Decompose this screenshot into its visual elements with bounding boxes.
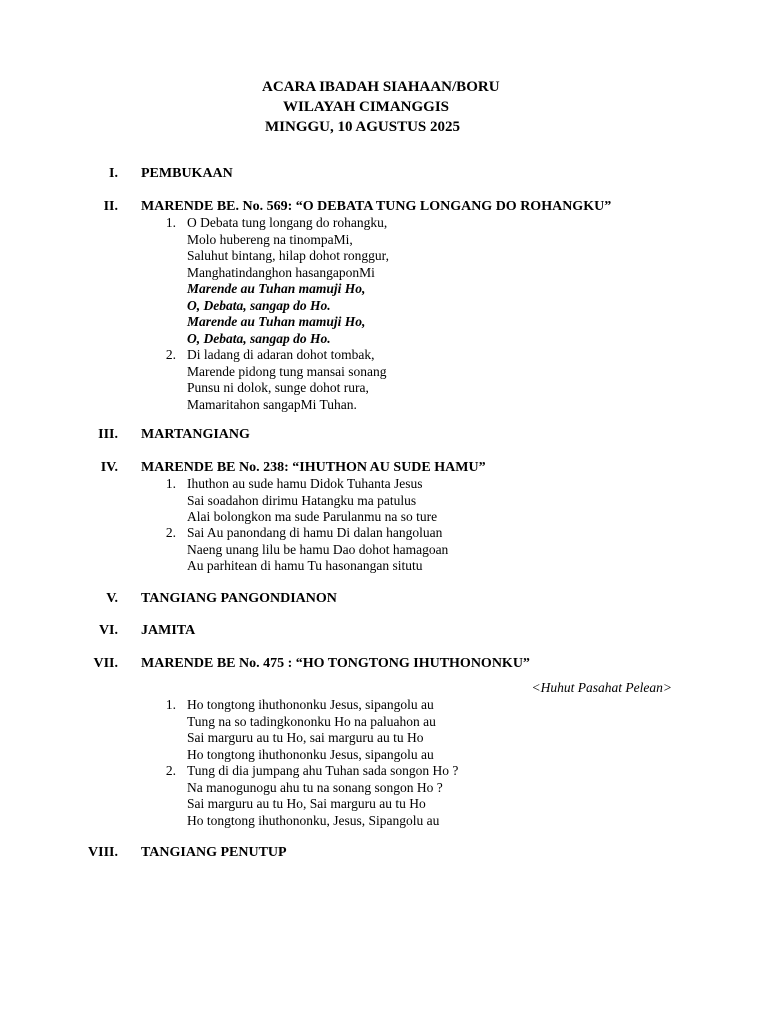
section-numeral: I. <box>109 166 118 181</box>
section-numeral: II. <box>103 199 118 214</box>
section-numeral: VIII. <box>88 845 118 860</box>
verse-number: 1. <box>165 476 176 491</box>
section-title: TANGIANG PANGONDIANON <box>141 591 337 606</box>
section-numeral: V. <box>106 591 118 606</box>
verse-number: 2. <box>165 763 176 778</box>
refrain-line: Marende au Tuhan mamuji Ho, <box>187 281 366 296</box>
verse-lines <box>187 697 436 763</box>
verse-line: Au parhitean di hamu Tu hasonangan situtu <box>187 558 423 573</box>
verse-line: Ho tongtong ihuthononku Jesus, sipangolu au <box>187 697 434 712</box>
document-subtitle-location: WILAYAH CIMANGGIS <box>283 99 450 115</box>
verse-line: Alai bolongkon ma sude Parulanmu na so ture <box>187 509 438 524</box>
section-title: TANGIANG PENUTUP <box>141 845 287 860</box>
section-title: JAMITA <box>141 623 196 638</box>
section-numeral: III. <box>98 427 118 442</box>
verse-line: Sai marguru au tu Ho, sai marguru au tu Ho <box>187 730 424 745</box>
section-title: MARENDE BE No. 238: “IHUTHON AU SUDE HAMU” <box>141 460 486 475</box>
verse-line: Ho tongtong ihuthononku, Jesus, Sipangolu au <box>187 812 440 828</box>
verse-line: Manghatindanghon hasangaponMi <box>187 264 375 280</box>
section-title: MARENDE BE. No. 569: “O DEBATA TUNG LONGANG DO ROHANGKU” <box>141 199 612 214</box>
verse-line: Tung di dia jumpang ahu Tuhan sada songon Ho ? <box>187 763 459 778</box>
section-numeral: VII. <box>93 656 118 671</box>
verse-lines <box>187 347 386 413</box>
section-numeral: VI. <box>98 623 118 638</box>
verse-lines <box>187 476 437 526</box>
verse-number: 1. <box>165 697 176 712</box>
verse-line: Na manogunogu ahu tu na sonang songon Ho ? <box>187 779 443 795</box>
verse-line: Punsu ni dolok, sunge dohot rura, <box>187 380 369 395</box>
verse-line: Molo hubereng na tinompaMi, <box>187 231 353 247</box>
verse-number: 2. <box>165 525 176 540</box>
section-title: MARTANGIANG <box>141 427 250 442</box>
verse-number: 1. <box>165 215 176 230</box>
section-title: PEMBUKAAN <box>141 166 233 181</box>
verse-lines <box>187 525 448 575</box>
verse-line: Naeng unang lilu be hamu Dao dohot hamagoan <box>187 541 449 557</box>
verse-lines <box>187 763 458 829</box>
verse-number: 2. <box>165 347 176 362</box>
verse-line: Ho tongtong ihuthononku Jesus, sipangolu au <box>187 746 434 762</box>
refrain-line: O, Debata, sangap do Ho. <box>187 330 331 346</box>
verse-line: Sai soadahon dirimu Hatangku ma patulus <box>187 492 417 508</box>
document-title: ACARA IBADAH SIAHAAN/BORU <box>262 79 500 95</box>
section-numeral: IV. <box>100 460 118 475</box>
offering-note: <Huhut Pasahat Pelean> <box>531 680 672 695</box>
verse-line: Tung na so tadingkononku Ho na paluahon au <box>187 713 436 729</box>
verse-line: Sai marguru au tu Ho, Sai marguru au tu Ho <box>187 796 426 811</box>
verse-line: Marende pidong tung mansai sonang <box>187 363 387 379</box>
verse-line: O Debata tung longang do rohangku, <box>187 215 388 230</box>
verse-lines <box>187 215 389 347</box>
verse-line: Sai Au panondang di hamu Di dalan hangoluan <box>187 525 443 540</box>
verse-line: Di ladang di adaran dohot tombak, <box>187 347 375 362</box>
refrain-line: O, Debata, sangap do Ho. <box>187 297 331 313</box>
section-title: MARENDE BE No. 475 : “HO TONGTONG IHUTHONONKU” <box>141 656 530 671</box>
verse-line: Mamaritahon sangapMi Tuhan. <box>187 396 357 412</box>
verse-line: Saluhut bintang, hilap dohot ronggur, <box>187 248 389 263</box>
refrain-line: Marende au Tuhan mamuji Ho, <box>187 314 366 329</box>
document-date: MINGGU, 10 AGUSTUS 2025 <box>265 119 461 135</box>
verse-line: Ihuthon au sude hamu Didok Tuhanta Jesus <box>187 476 423 491</box>
